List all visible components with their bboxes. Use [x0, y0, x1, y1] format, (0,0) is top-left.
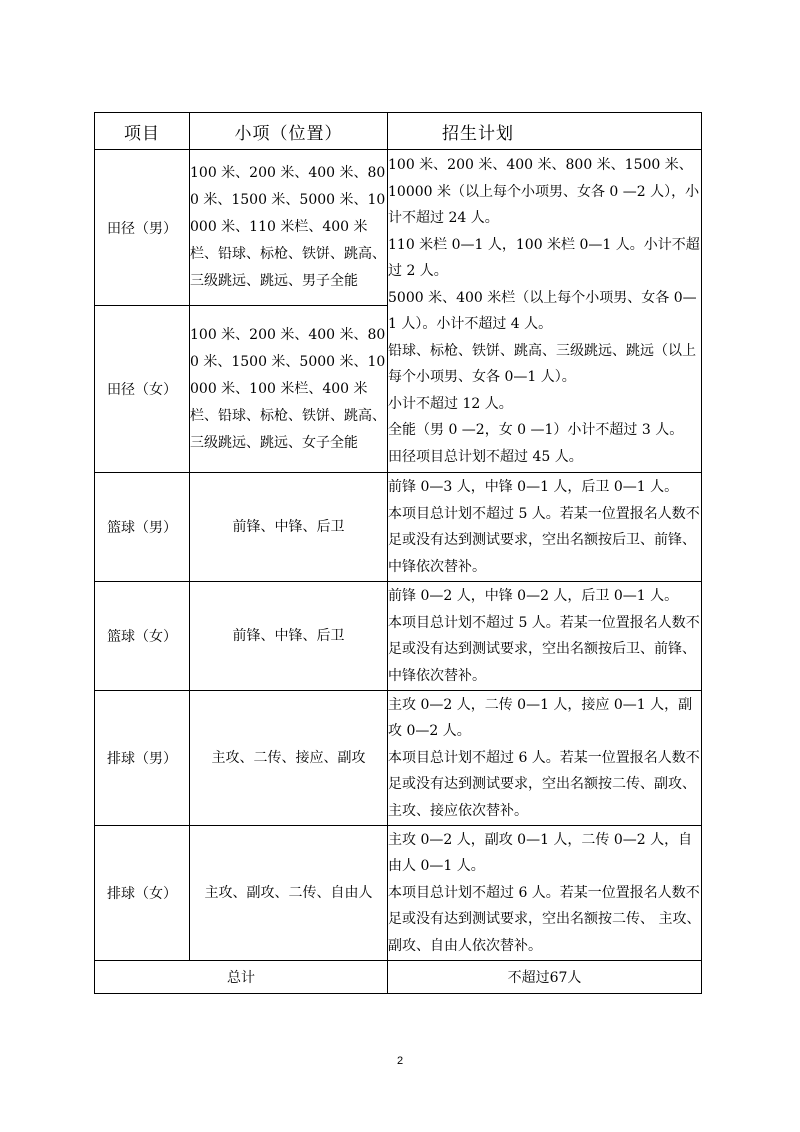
plan-line: 田径项目总计划不超过 45 人。 — [388, 448, 583, 465]
header-plan: 招生计划 — [388, 113, 702, 150]
header-subitem: 小项（位置） — [190, 113, 388, 150]
plan-line: 主攻 0—2 人，二传 0—1 人，接应 0—1 人，副攻 0—2 人。 — [388, 696, 693, 740]
plan-line: 前锋 0—2 人，中锋 0—2 人，后卫 0—1 人。 — [388, 588, 679, 604]
subitem-cell: 主攻、副攻、二传、自由人 — [190, 826, 388, 961]
plan-line: 本项目总计划不超过 5 人。若某一位置报名人数不足或没有达到测试要求，空出名额按后卫、前锋、中锋依次替补。 — [388, 505, 700, 575]
plan-line: 小计不超过 12 人。 — [388, 395, 513, 412]
plan-line: 5000 米、400 米栏（以上每个小项男、女各 0—1 人）。小计不超过 4 人。 — [388, 289, 697, 332]
item-cell: 排球（女） — [95, 826, 190, 961]
table-row — [95, 150, 702, 306]
page-number: 2 — [396, 1055, 404, 1067]
table-row — [95, 691, 702, 826]
table-row — [95, 826, 702, 961]
header-item: 项目 — [95, 113, 190, 150]
enrollment-plan-table — [94, 112, 702, 994]
total-label: 总计 — [95, 961, 388, 994]
subitem-cell: 100 米、200 米、400 米、800 米、1500 米、5000 米、10000 米、110 米栏、400 米栏、铅球、标枪、铁饼、跳高、三级跳远、跳远、男子全能 — [190, 150, 388, 306]
subitem-cell: 主攻、二传、接应、副攻 — [190, 691, 388, 826]
plan-line: 100 米、200 米、400 米、800 米、1500 米、10000 米（以上每个小项男、女各 0 —2 人），小计不超过 24 人。 — [388, 157, 700, 226]
subitem-cell: 100 米、200 米、400 米、800 米、1500 米、5000 米、10000 米、100 米栏、400 米栏、铅球、标枪、铁饼、跳高、三级跳远、跳远、女子全能 — [190, 306, 388, 473]
plan-cell — [388, 582, 702, 691]
plan-line: 110 米栏 0—1 人，100 米栏 0—1 人。小计不超过 2 人。 — [388, 236, 700, 279]
plan-line: 全能（男 0 —2，女 0 —1）小计不超过 3 人。 — [388, 422, 684, 438]
plan-line: 主攻 0—2 人，副攻 0—1 人，二传 0—2 人，自由人 0—1 人。 — [388, 831, 693, 875]
plan-cell — [388, 826, 702, 961]
subitem-cell: 前锋、中锋、后卫 — [190, 582, 388, 691]
track-plan-cell — [388, 150, 702, 473]
plan-line: 本项目总计划不超过 5 人。若某一位置报名人数不足或没有达到测试要求，空出名额按后卫、前锋、中锋依次替补。 — [388, 614, 700, 684]
plan-line: 本项目总计划不超过 6 人。若某一位置报名人数不足或没有达到测试要求，空出名额按二传、副攻、主攻、接应依次替补。 — [388, 749, 700, 819]
item-cell: 篮球（女） — [95, 582, 190, 691]
item-cell: 田径（女） — [95, 306, 190, 473]
item-cell: 篮球（男） — [95, 473, 190, 582]
table-row — [95, 473, 702, 582]
plan-cell — [388, 473, 702, 582]
table-header-row — [95, 113, 702, 150]
total-value: 不超过67人 — [388, 961, 702, 994]
item-cell: 排球（男） — [95, 691, 190, 826]
item-cell: 田径（男） — [95, 150, 190, 306]
table-row — [95, 582, 702, 691]
plan-line: 本项目总计划不超过 6 人。若某一位置报名人数不足或没有达到测试要求，空出名额按二传、 主攻、副攻、自由人依次替补。 — [388, 884, 701, 954]
total-row — [95, 961, 702, 994]
plan-cell — [388, 691, 702, 826]
subitem-cell: 前锋、中锋、后卫 — [190, 473, 388, 582]
plan-line: 铅球、标枪、铁饼、跳高、三级跳远、跳远（以上每个小项男、女各 0—1 人）。 — [388, 342, 696, 385]
plan-line: 前锋 0—3 人，中锋 0—1 人，后卫 0—1 人。 — [388, 479, 679, 495]
